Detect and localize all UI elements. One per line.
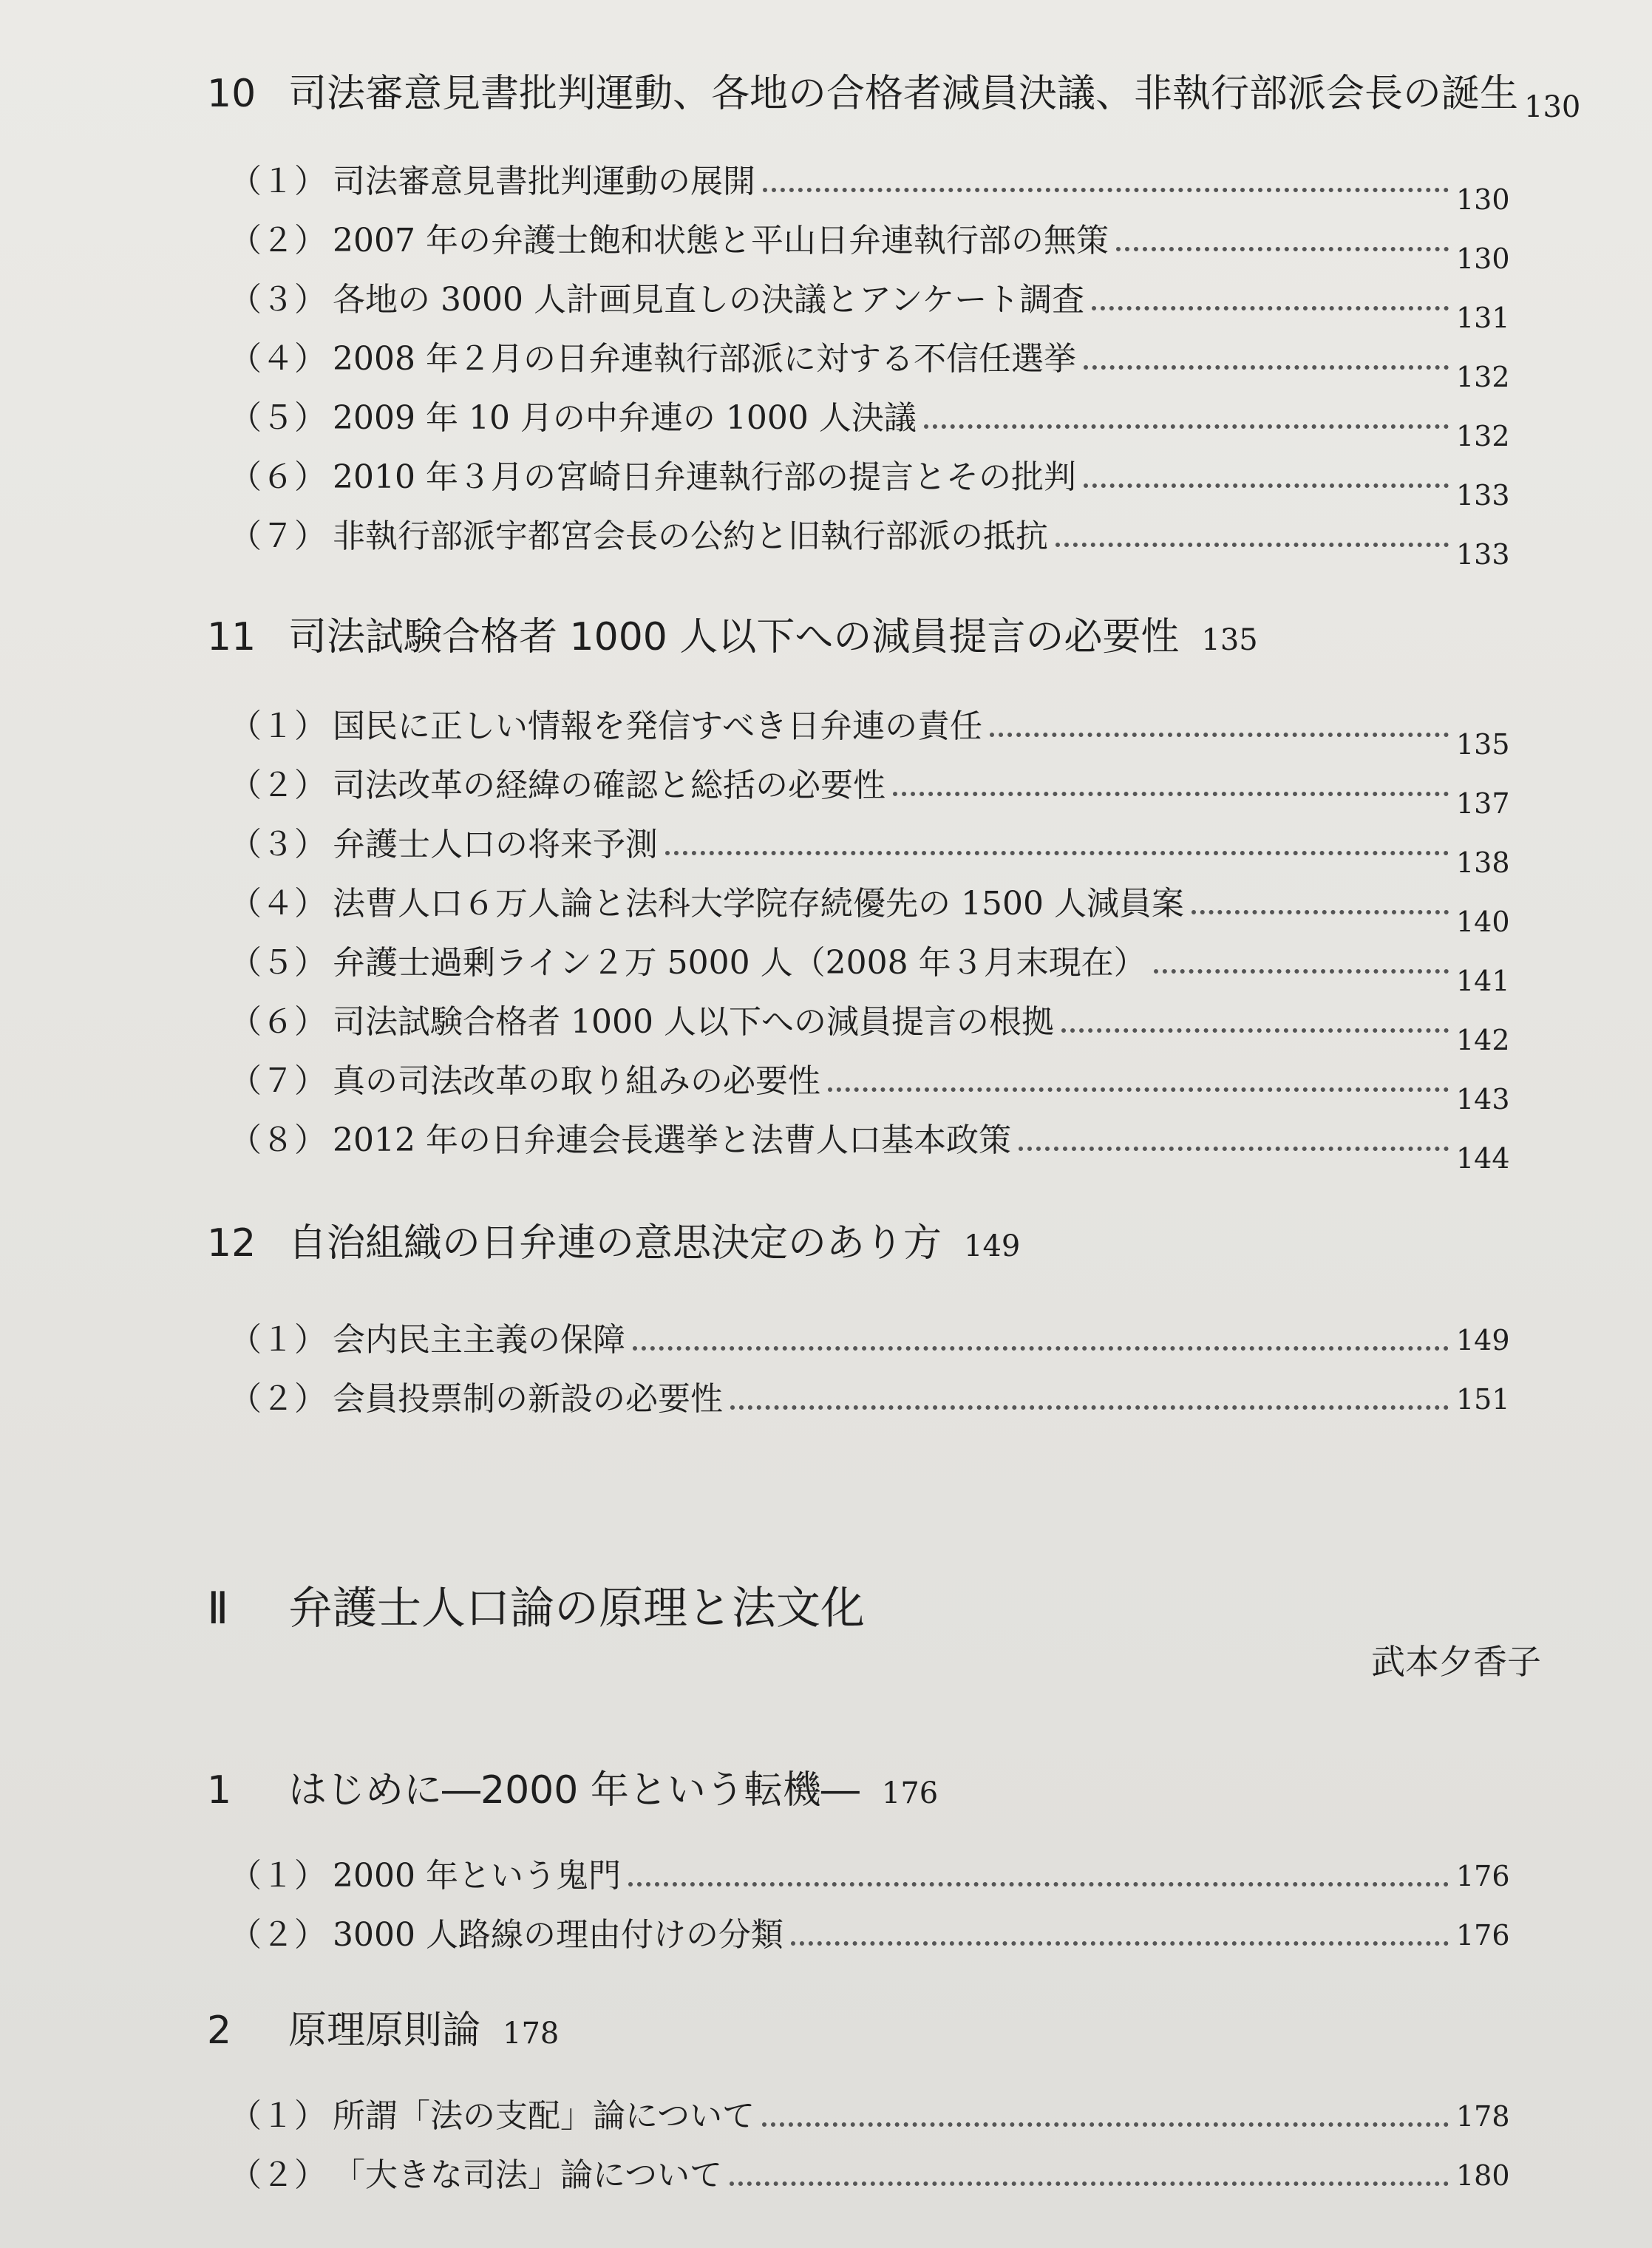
item-page: 130	[1456, 242, 1510, 275]
item-title: 2000 年という鬼門	[333, 1857, 621, 1895]
item-title: 2012 年の日弁連会長選挙と法曹人口基本政策	[333, 1121, 1011, 1159]
toc-item[interactable]	[229, 1915, 1508, 1956]
item-number: （１）	[229, 1857, 327, 1895]
toc-item[interactable]	[229, 398, 1510, 452]
item-title: 3000 人路線の理由付けの分類	[333, 1916, 783, 1954]
toc-item[interactable]	[229, 1120, 1510, 1175]
item-number: （５）	[229, 399, 327, 437]
author-name: 武本夕香子	[1371, 1642, 1541, 1682]
part-title: 弁護士人口論の原理と法文化	[288, 1583, 865, 1634]
dot-leader	[1116, 247, 1449, 251]
item-page: 149	[1456, 1324, 1510, 1356]
section-number: 2	[207, 2008, 232, 2053]
part-number: Ⅱ	[207, 1583, 229, 1634]
dot-leader	[730, 1405, 1449, 1410]
toc-item[interactable]	[229, 765, 1510, 820]
item-number: （６）	[229, 1003, 327, 1041]
item-title: 2009 年 10 月の中弁連の 1000 人決議	[333, 399, 917, 437]
item-number: （１）	[229, 707, 327, 745]
dot-leader	[1192, 910, 1449, 914]
item-page: 151	[1456, 1383, 1510, 1416]
section-number: 10	[207, 72, 256, 116]
item-page: 135	[1456, 728, 1510, 761]
section-page: 149	[964, 1229, 1021, 1263]
item-number: （２）	[229, 222, 327, 259]
item-number: （２）	[229, 1916, 327, 1954]
item-title: 会内民主主義の保障	[333, 1321, 625, 1359]
dot-leader	[1092, 306, 1449, 310]
section-page: 178	[503, 2017, 560, 2051]
item-page: 137	[1456, 787, 1510, 820]
item-number: （３）	[229, 281, 327, 319]
section-title: はじめに―2000 年という転機―	[288, 1768, 860, 1813]
item-number: （２）	[229, 1380, 327, 1418]
item-title: 会員投票制の新設の必要性	[333, 1380, 723, 1418]
item-title: 弁護士人口の将来予測	[333, 826, 658, 863]
section-title: 自治組織の日弁連の意思決定のあり方	[288, 1221, 942, 1266]
item-page: 133	[1456, 538, 1510, 571]
dot-leader	[1019, 1147, 1449, 1151]
dot-leader	[990, 733, 1449, 737]
item-number: （５）	[229, 944, 327, 982]
dot-leader	[1154, 969, 1449, 974]
toc-item[interactable]	[229, 1061, 1510, 1115]
item-number: （８）	[229, 1121, 327, 1159]
item-number: （７）	[229, 517, 327, 555]
item-title: 法曹人口６万人論と法科大学院存続優先の 1500 人減員案	[333, 885, 1184, 923]
dot-leader	[1056, 543, 1449, 547]
toc-item[interactable]	[229, 1379, 1508, 1420]
item-number: （１）	[229, 1321, 327, 1359]
item-title: 所謂「法の支配」論について	[333, 2097, 755, 2135]
toc-item[interactable]	[229, 457, 1510, 512]
section-heading	[207, 1220, 1020, 1270]
item-page: 140	[1456, 906, 1510, 938]
item-title: 非執行部派宇都宮会長の公約と旧執行部派の抵抗	[333, 517, 1048, 555]
section-title: 司法試験合格者 1000 人以下への減員提言の必要性	[288, 615, 1180, 659]
toc-item[interactable]	[229, 339, 1510, 393]
section-heading	[207, 2007, 559, 2057]
toc-item[interactable]	[229, 279, 1510, 334]
item-page: 180	[1456, 2159, 1510, 2192]
section-title: 司法審意見書批判運動、各地の合格者減員決議、非執行部派会長の誕生	[288, 72, 1519, 116]
item-title: 各地の 3000 人計画見直しの決議とアンケート調査	[333, 281, 1085, 319]
dot-leader	[633, 1346, 1449, 1351]
section-title: 原理原則論	[288, 2008, 481, 2053]
toc-item[interactable]	[229, 943, 1510, 997]
item-title: 「大きな司法」論について	[333, 2156, 723, 2194]
section-heading	[207, 614, 1258, 664]
toc-item[interactable]	[229, 1320, 1508, 1361]
item-page: 178	[1456, 2100, 1510, 2133]
toc-item[interactable]	[229, 883, 1510, 938]
dot-leader	[665, 851, 1449, 855]
dot-leader	[628, 1882, 1449, 1887]
toc-item[interactable]	[229, 161, 1510, 216]
dot-leader	[763, 188, 1449, 192]
item-page: 143	[1456, 1083, 1510, 1115]
section-heading	[207, 1767, 938, 1817]
section-number: 1	[207, 1768, 232, 1813]
item-title: 2010 年３月の宮崎日弁連執行部の提言とその批判	[333, 458, 1076, 496]
toc-item[interactable]	[229, 220, 1510, 275]
dot-leader	[1084, 483, 1449, 488]
toc-item[interactable]	[229, 824, 1510, 879]
item-title: 弁護士過剰ライン２万 5000 人（2008 年３月末現在）	[333, 944, 1146, 982]
item-title: 2008 年２月の日弁連執行部派に対する不信任選挙	[333, 340, 1076, 378]
dot-leader	[730, 2181, 1449, 2186]
toc-item[interactable]	[229, 2155, 1508, 2196]
item-page: 133	[1456, 479, 1510, 512]
item-number: （２）	[229, 2156, 327, 2194]
item-number: （２）	[229, 767, 327, 804]
item-title: 司法試験合格者 1000 人以下への減員提言の根拠	[333, 1003, 1054, 1041]
item-title: 司法改革の経緯の確認と総括の必要性	[333, 767, 886, 804]
section-number: 11	[207, 615, 256, 659]
item-page: 131	[1456, 302, 1510, 334]
item-page: 176	[1456, 1919, 1510, 1952]
toc-item[interactable]	[229, 1855, 1508, 1897]
toc-item[interactable]	[229, 1002, 1510, 1056]
section-page: 176	[881, 1776, 939, 1810]
item-title: 真の司法改革の取り組みの必要性	[333, 1062, 820, 1100]
section-heading	[207, 70, 1581, 124]
item-number: （１）	[229, 2097, 327, 2135]
item-page: 132	[1456, 420, 1510, 452]
item-title: 司法審意見書批判運動の展開	[333, 163, 755, 200]
item-page: 144	[1456, 1142, 1510, 1175]
dot-leader	[924, 424, 1449, 429]
section-page: 130	[1524, 90, 1581, 124]
dot-leader	[828, 1087, 1449, 1092]
item-page: 141	[1456, 965, 1510, 997]
part-heading	[207, 1582, 865, 1635]
item-number: （４）	[229, 340, 327, 378]
item-title: 国民に正しい情報を発信すべき日弁連の責任	[333, 707, 983, 745]
item-number: （３）	[229, 826, 327, 863]
item-number: （６）	[229, 458, 327, 496]
item-page: 138	[1456, 846, 1510, 879]
item-number: （７）	[229, 1062, 327, 1100]
item-page: 130	[1456, 183, 1510, 216]
item-page: 142	[1456, 1024, 1510, 1056]
toc-item[interactable]	[229, 706, 1510, 761]
item-title: 2007 年の弁護士飽和状態と平山日弁連執行部の無策	[333, 222, 1109, 259]
item-page: 176	[1456, 1860, 1510, 1892]
item-page: 132	[1456, 361, 1510, 393]
section-number: 12	[207, 1221, 256, 1266]
section-page: 135	[1201, 623, 1258, 657]
item-number: （１）	[229, 163, 327, 200]
dot-leader	[762, 2122, 1449, 2127]
toc-item[interactable]	[229, 2096, 1508, 2137]
dot-leader	[893, 792, 1449, 796]
item-number: （４）	[229, 885, 327, 923]
dot-leader	[1084, 365, 1449, 370]
toc-item[interactable]	[229, 516, 1510, 571]
dot-leader	[1061, 1028, 1449, 1033]
dot-leader	[791, 1941, 1449, 1946]
